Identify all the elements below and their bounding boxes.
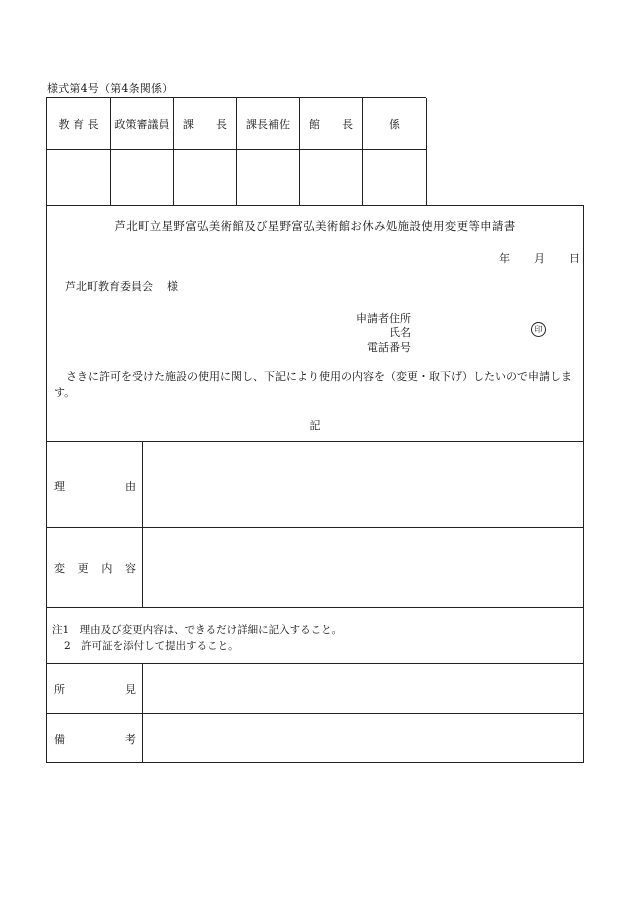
- applicant-name-label: 氏名: [389, 326, 411, 339]
- date-month-label: 月: [534, 252, 545, 265]
- remarks-field[interactable]: [143, 714, 583, 762]
- addressee: [65, 278, 178, 294]
- approval-header-section-chief: 課 長: [174, 98, 237, 150]
- opinion-field[interactable]: [143, 664, 583, 713]
- note-1: 注1 理由及び変更内容は、できるだけ詳細に記入すること。: [52, 624, 343, 636]
- change-details-label-char: 内: [101, 562, 113, 575]
- change-details-label: [54, 560, 136, 576]
- approval-stamp-staff[interactable]: [363, 150, 427, 206]
- form-title: 芦北町立星野富弘美術館及び星野富弘美術館お休み処施設使用変更等申請書: [114, 219, 516, 233]
- change-details-field[interactable]: [143, 528, 583, 607]
- change-details-label-char: 変: [54, 562, 65, 575]
- change-details-label-char: 容: [124, 562, 136, 575]
- remarks-label-char: 考: [125, 733, 136, 746]
- reason-label-char: 理: [54, 480, 65, 493]
- addressee-honorific: 様: [167, 280, 178, 293]
- opinion-label-char: 所: [54, 683, 65, 696]
- addressee-name: 芦北町教育委員会: [65, 280, 153, 293]
- approval-header-superintendent: 教 育 長: [47, 98, 111, 150]
- reason-field[interactable]: [143, 442, 583, 527]
- approval-header-staff: 係: [363, 98, 427, 150]
- reason-label-char: 由: [125, 480, 136, 493]
- approval-header-assistant-chief: 課長補佐: [237, 98, 300, 150]
- ki-heading: 記: [309, 419, 321, 432]
- approval-header-policy-councilor: 政策審議員: [111, 98, 174, 150]
- date-year-label: 年: [499, 252, 510, 265]
- remarks-label: [54, 731, 136, 747]
- divider-line: [47, 607, 583, 608]
- approval-stamp-policy-councilor[interactable]: [111, 150, 174, 206]
- notes: [52, 622, 342, 654]
- date-day-label: 日: [569, 252, 580, 265]
- approval-stamp-assistant-chief[interactable]: [237, 150, 300, 206]
- remarks-label-char: 備: [54, 733, 65, 746]
- note-2: 2 許可証を添付して提出すること。: [64, 640, 239, 652]
- approval-stamp-section-chief[interactable]: [174, 150, 237, 206]
- form-number: 様式第4号（第4条関係）: [47, 82, 174, 95]
- application-form: [46, 205, 584, 763]
- change-details-label-char: 更: [77, 562, 89, 575]
- opinion-label: [54, 681, 136, 697]
- approval-header-museum-director: 館 長: [300, 98, 363, 150]
- approval-stamp-superintendent[interactable]: [47, 150, 111, 206]
- reason-label: [54, 478, 136, 494]
- request-statement: さきに許可を受けた施設の使用に関し、下記により使用の内容を（変更・取下げ）したいので申請します。: [54, 370, 572, 399]
- approval-stamp-museum-director[interactable]: [300, 150, 363, 206]
- seal-icon: 印: [531, 322, 546, 337]
- applicant-phone-label: 電話番号: [367, 341, 411, 354]
- opinion-label-char: 見: [125, 683, 136, 696]
- approval-stamp-table: [46, 97, 426, 205]
- applicant-address-label: 申請者住所: [356, 312, 411, 325]
